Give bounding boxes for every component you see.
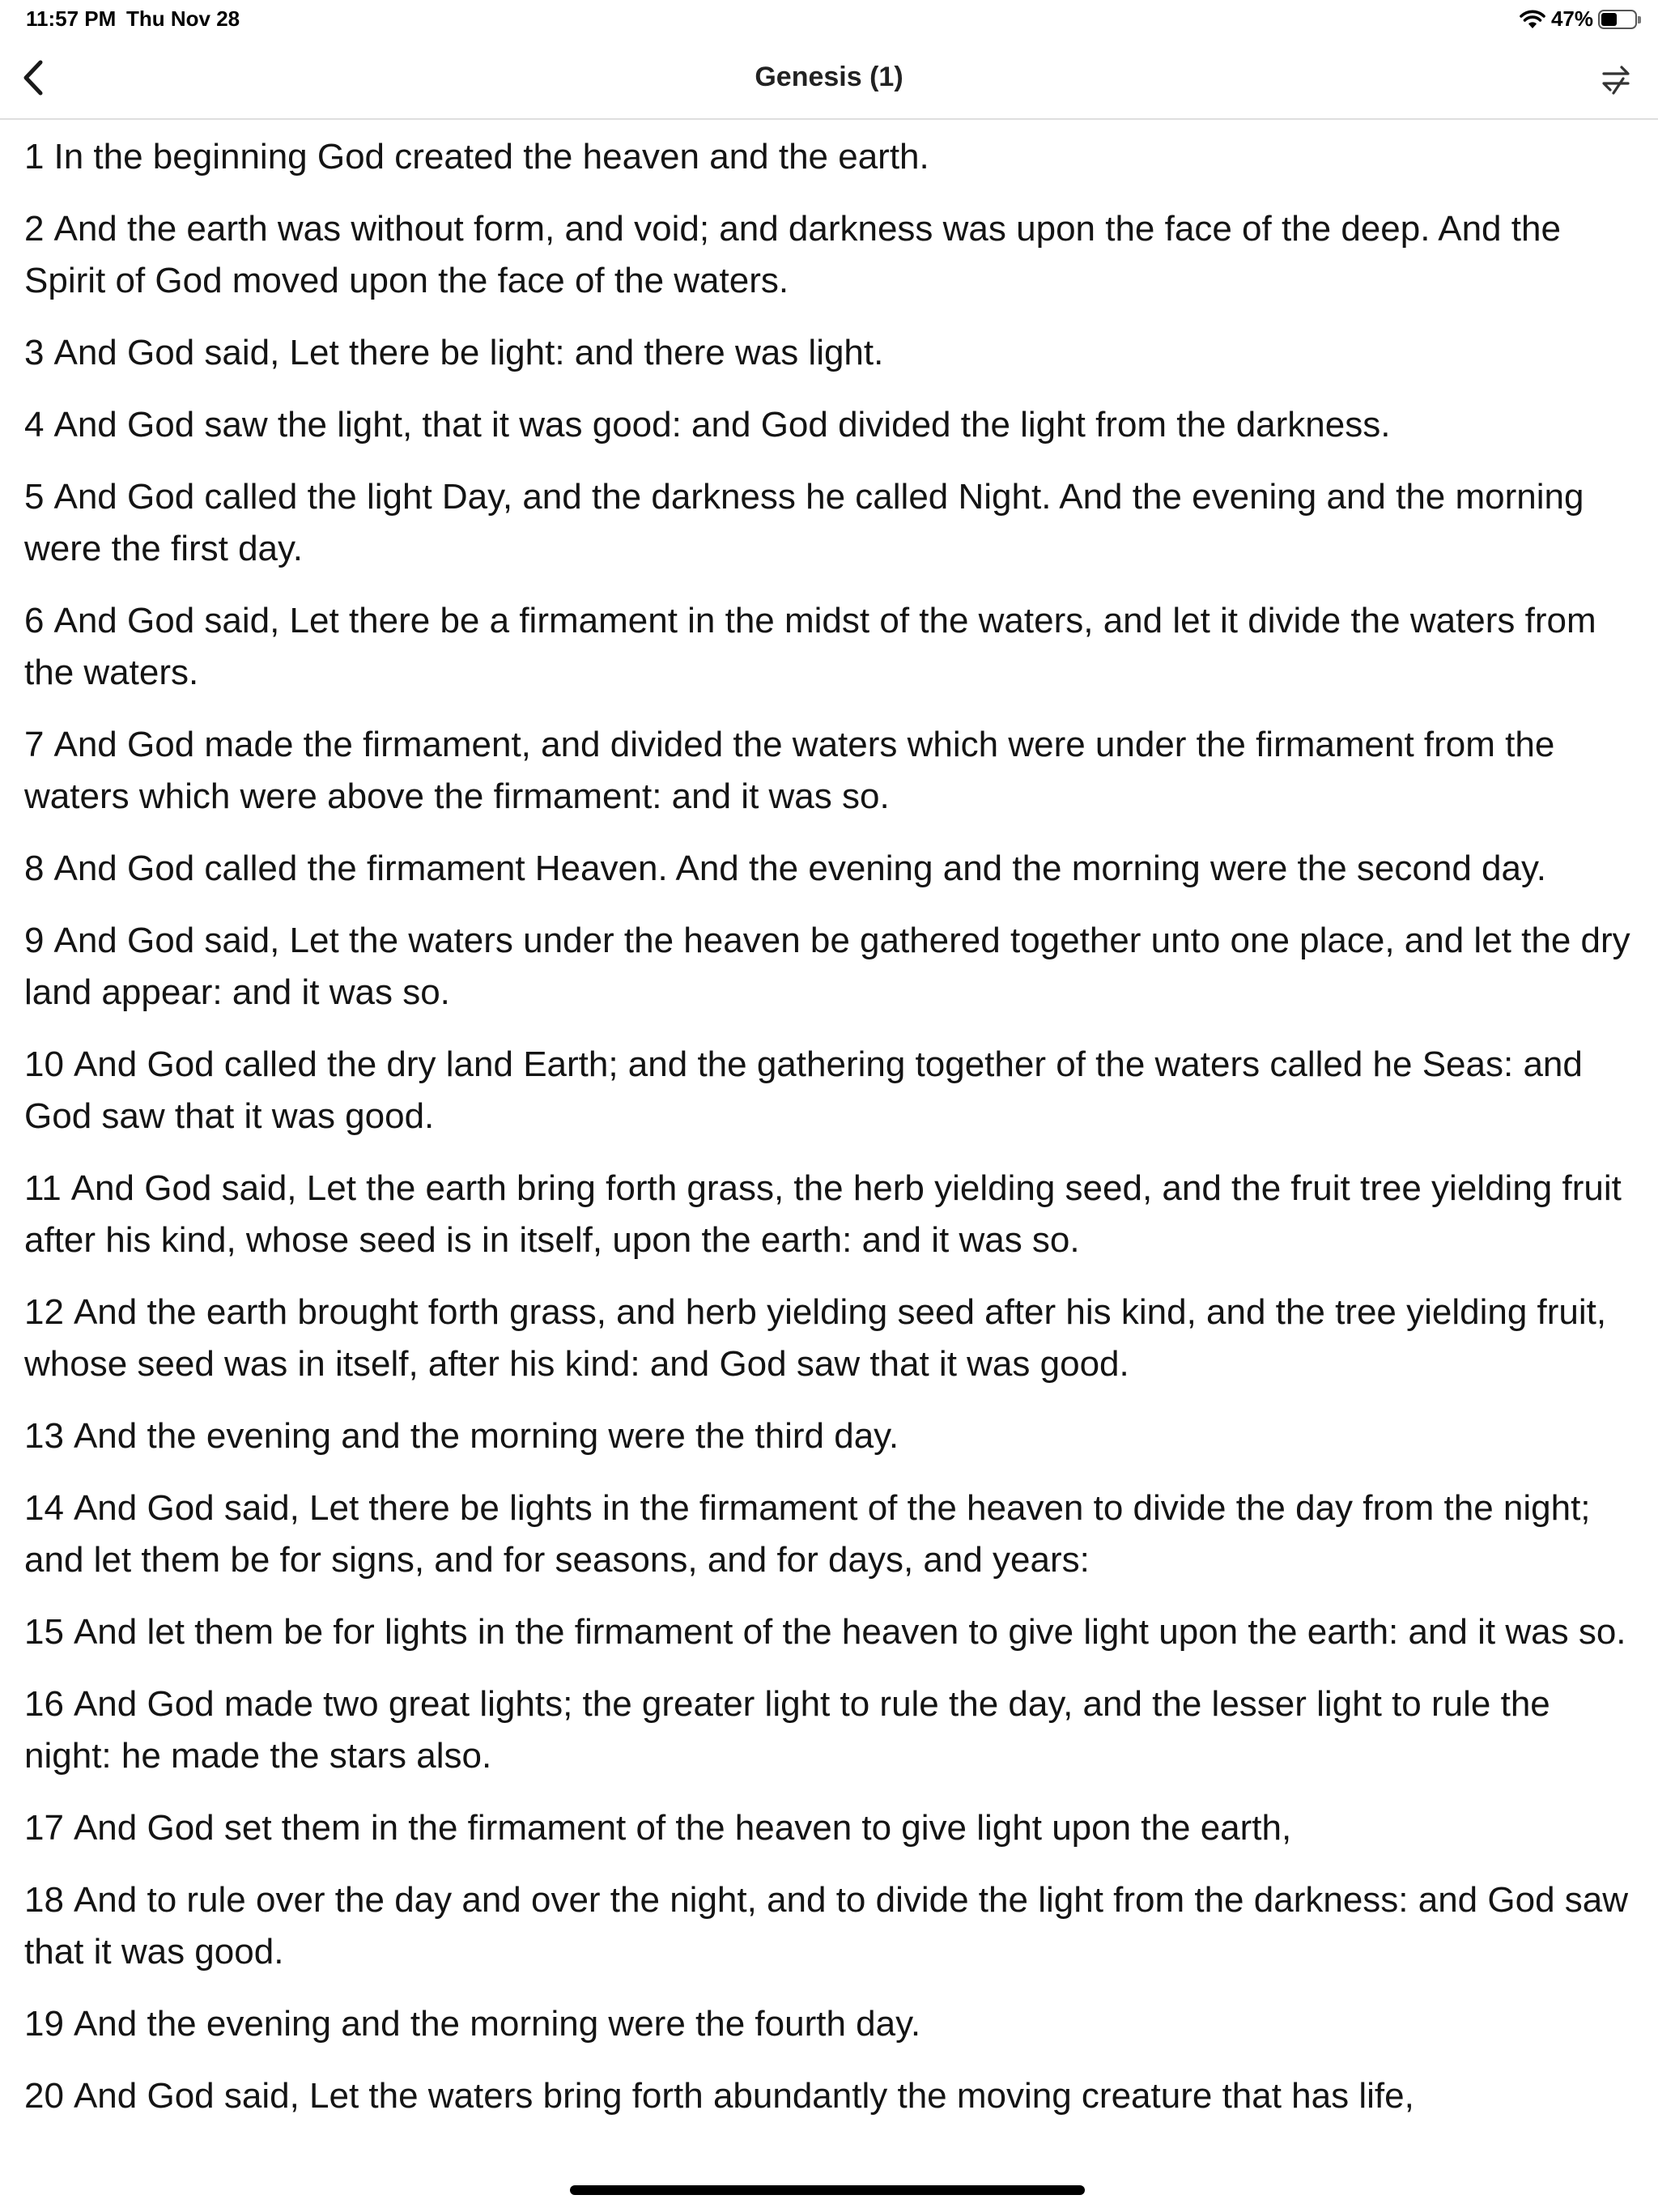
battery-tip (1638, 16, 1641, 23)
verse-text: And God said, Let there be light: and there was light. (53, 333, 884, 372)
verse-text: And God made the firmament, and divided the waters which were under the firmament from the waters which were above the firmament: and it was so. (24, 725, 1555, 816)
verse-item[interactable] (24, 1874, 1639, 1978)
verse-number: 11 (24, 1168, 62, 1208)
status-bar (0, 0, 1658, 39)
verse-item[interactable] (24, 399, 1639, 451)
verse-item[interactable] (24, 1163, 1639, 1266)
verse-item[interactable] (24, 719, 1639, 823)
status-date: Thu Nov 28 (126, 6, 240, 31)
verse-number: 17 (24, 1808, 64, 1848)
verse-number: 2 (24, 209, 45, 249)
verse-number: 8 (24, 849, 45, 888)
verse-item[interactable] (24, 203, 1639, 307)
verse-number: 13 (24, 1416, 64, 1456)
verse-text: And God said, Let the waters bring forth abundantly the moving creature that has life, (73, 2076, 1414, 2116)
swap-arrows-icon (1597, 61, 1635, 98)
verse-number: 18 (24, 1880, 64, 1920)
verse-text: And the evening and the morning were the third day. (73, 1416, 899, 1456)
verse-item[interactable] (24, 1606, 1639, 1658)
nav-bar (0, 39, 1658, 120)
verse-number: 9 (24, 921, 45, 960)
verse-item[interactable] (24, 471, 1639, 575)
switch-translation-button[interactable] (1595, 58, 1637, 100)
verse-number: 10 (24, 1044, 64, 1084)
verse-text: And the earth brought forth grass, and herb yielding seed after his kind, and the tree yielding fruit, whose seed was in itself, after his kind: and God saw that it was good. (24, 1292, 1607, 1384)
verse-item[interactable] (24, 327, 1639, 379)
verse-item[interactable] (24, 1678, 1639, 1782)
verse-item[interactable] (24, 595, 1639, 699)
verse-text: And God said, Let there be a firmament in the midst of the waters, and let it divide the waters from the waters. (24, 601, 1596, 692)
verse-text: And let them be for lights in the firmament of the heaven to give light upon the earth: and it was so. (73, 1612, 1626, 1652)
verse-number: 7 (24, 725, 45, 764)
status-time: 11:57 PM (26, 6, 117, 31)
verse-text: And the earth was without form, and void; and darkness was upon the face of the deep. And the Spirit of God moved upon the face of the waters. (24, 209, 1561, 300)
verse-number: 1 (24, 137, 45, 177)
page-title: Genesis (1) (755, 62, 903, 92)
battery-percent: 47% (1550, 6, 1593, 31)
verse-text: And God made two great lights; the greater light to rule the day, and the lesser light to rule the night: he made the stars also. (24, 1684, 1550, 1776)
verse-number: 3 (24, 333, 45, 372)
verse-item[interactable] (24, 131, 1639, 183)
battery-level-fill (1601, 13, 1617, 26)
verse-item[interactable] (24, 1410, 1639, 1462)
verse-number: 19 (24, 2004, 64, 2044)
verse-number: 12 (24, 1292, 64, 1332)
verse-number: 14 (24, 1488, 64, 1528)
verse-text: And God called the light Day, and the darkness he called Night. And the evening and the morning were the first day. (24, 477, 1584, 568)
verse-item[interactable] (24, 915, 1639, 1019)
wifi-icon (1519, 9, 1546, 30)
verse-number: 4 (24, 405, 45, 445)
verse-text: And God said, Let the waters under the heaven be gathered together unto one place, and let the dry land appear: and it was so. (24, 921, 1630, 1012)
verse-number: 6 (24, 601, 45, 640)
verse-text: And God called the firmament Heaven. And the evening and the morning were the second day. (53, 849, 1546, 888)
battery-icon (1598, 10, 1637, 29)
verse-item[interactable] (24, 1998, 1639, 2050)
verse-text: In the beginning God created the heaven and the earth. (53, 137, 929, 177)
verse-item[interactable] (24, 843, 1639, 895)
verse-number: 15 (24, 1612, 64, 1652)
verse-number: 5 (24, 477, 45, 517)
verse-item[interactable] (24, 2070, 1639, 2122)
verse-text: And God saw the light, that it was good: and God divided the light from the darkness. (53, 405, 1391, 445)
home-indicator[interactable] (570, 2185, 1085, 2195)
verse-text: And God said, Let there be lights in the firmament of the heaven to divide the day from the night; and let them be for signs, and for seasons, and for days, and years: (24, 1488, 1591, 1580)
verse-text: And God called the dry land Earth; and the gathering together of the waters called he Seas: and God saw that it was good. (24, 1044, 1583, 1136)
verse-text: And God set them in the firmament of the heaven to give light upon the earth, (73, 1808, 1292, 1848)
verse-item[interactable] (24, 1802, 1639, 1854)
verse-item[interactable] (24, 1039, 1639, 1142)
verse-text: And God said, Let the earth bring forth grass, the herb yielding seed, and the fruit tree yielding fruit after his kind, whose seed is in itself, upon the earth: and it was so. (24, 1168, 1622, 1260)
verse-content[interactable] (0, 120, 1658, 2212)
verse-item[interactable] (24, 1482, 1639, 1586)
verse-number: 20 (24, 2076, 64, 2116)
verse-list (0, 131, 1658, 2122)
verse-text: And the evening and the morning were the fourth day. (73, 2004, 921, 2044)
verse-item[interactable] (24, 1287, 1639, 1390)
status-indicators (1519, 6, 1637, 32)
verse-text: And to rule over the day and over the night, and to divide the light from the darkness: and God saw that it was good. (24, 1880, 1629, 1972)
verse-number: 16 (24, 1684, 64, 1724)
